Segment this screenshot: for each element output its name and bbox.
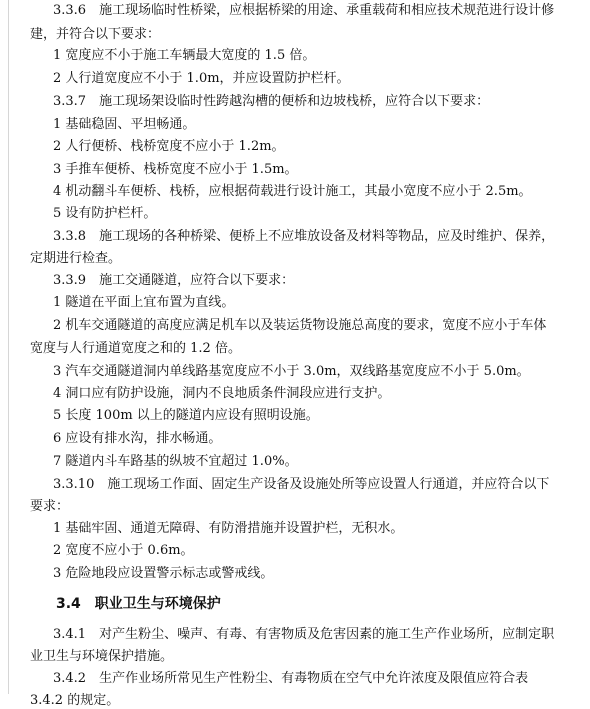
section-heading-3-4: 3.4 职业卫生与环境保护 (56, 596, 221, 612)
item-3-3-9-4: 4 洞口应有防护设施，洞内不良地质条件洞段应进行支护。 (53, 386, 391, 401)
para-3-3-6: 3.3.6 施工现场临时性桥梁，应根据桥梁的用途、承重载荷和相应技术规范进行设计修 (53, 3, 555, 18)
item-3-3-10-1: 1 基础牢固、通道无障碍、有防滑措施并设置护栏，无积水。 (53, 521, 404, 536)
para-3-4-2: 3.4.2 生产作业场所常见生产性粉尘、有毒物质在空气中允许浓度及限值应符合表 (53, 671, 529, 686)
item-3-3-7-3: 3 手推车便桥、栈桥宽度不应小于 1.5m。 (53, 162, 298, 177)
para-3-3-9: 3.3.9 施工交通隧道，应符合以下要求： (53, 273, 295, 288)
item-3-3-7-2: 2 人行便桥、栈桥宽度不应小于 1.2m。 (53, 139, 285, 154)
item-3-3-10-3: 3 危险地段应设置警示标志或警戒线。 (53, 566, 274, 581)
page-margin-rule (8, 0, 9, 694)
para-3-3-7: 3.3.7 施工现场架设临时性跨越沟槽的便桥和边坡栈桥，应符合以下要求： (53, 94, 490, 109)
item-3-3-9-6: 6 应设有排水沟，排水畅通。 (53, 431, 222, 446)
para-3-3-8-cont: 定期进行检查。 (30, 251, 122, 266)
para-3-4-1-cont: 业卫生与环境保护措施。 (30, 649, 174, 664)
item-3-3-6-1: 1 宽度应不小于施工车辆最大宽度的 1.5 倍。 (53, 48, 316, 63)
item-3-3-9-7: 7 隧道内斗车路基的纵坡不宜超过 1.0%。 (53, 454, 298, 469)
para-3-3-10-cont: 要求： (30, 499, 70, 514)
para-3-4-2-cont: 3.4.2 的规定。 (30, 693, 120, 708)
item-3-3-9-1: 1 隧道在平面上宜布置为直线。 (53, 295, 235, 310)
para-3-3-10: 3.3.10 施工现场工作面、固定生产设备及设施处所等应设置人行通道，并应符合以下 (53, 477, 550, 492)
item-3-3-9-2: 2 机车交通隧道的高度应满足机车以及装运货物设施总高度的要求，宽度不应小于车体 (53, 318, 547, 333)
item-3-3-10-2: 2 宽度不应小于 0.6m。 (53, 543, 194, 558)
item-3-3-9-3: 3 汽车交通隧道洞内单线路基宽度应不小于 3.0m，双线路基宽度应不小于 5.0m。 (53, 364, 530, 379)
item-3-3-9-2-cont: 宽度与人行通道宽度之和的 1.2 倍。 (30, 341, 241, 356)
para-3-4-1: 3.4.1 对产生粉尘、噪声、有毒、有害物质及危害因素的施工生产作业场所，应制定职 (53, 627, 555, 642)
item-3-3-6-2: 2 人行道宽度应不小于 1.0m，并应设置防护栏杆。 (53, 71, 350, 86)
item-3-3-7-5: 5 设有防护栏杆。 (53, 206, 157, 221)
para-3-3-6-cont: 建，并符合以下要求： (30, 27, 161, 42)
item-3-3-9-5: 5 长度 100m 以上的隧道内应设有照明设施。 (53, 408, 319, 423)
para-3-3-8: 3.3.8 施工现场的各种桥梁、便桥上不应堆放设备及材料等物品，应及时维护、保养， (53, 229, 555, 244)
item-3-3-7-1: 1 基础稳固、平坦畅通。 (53, 117, 196, 132)
item-3-3-7-4: 4 机动翻斗车便桥、栈桥，应根据荷载进行设计施工，其最小宽度不应小于 2.5m。 (53, 184, 532, 199)
